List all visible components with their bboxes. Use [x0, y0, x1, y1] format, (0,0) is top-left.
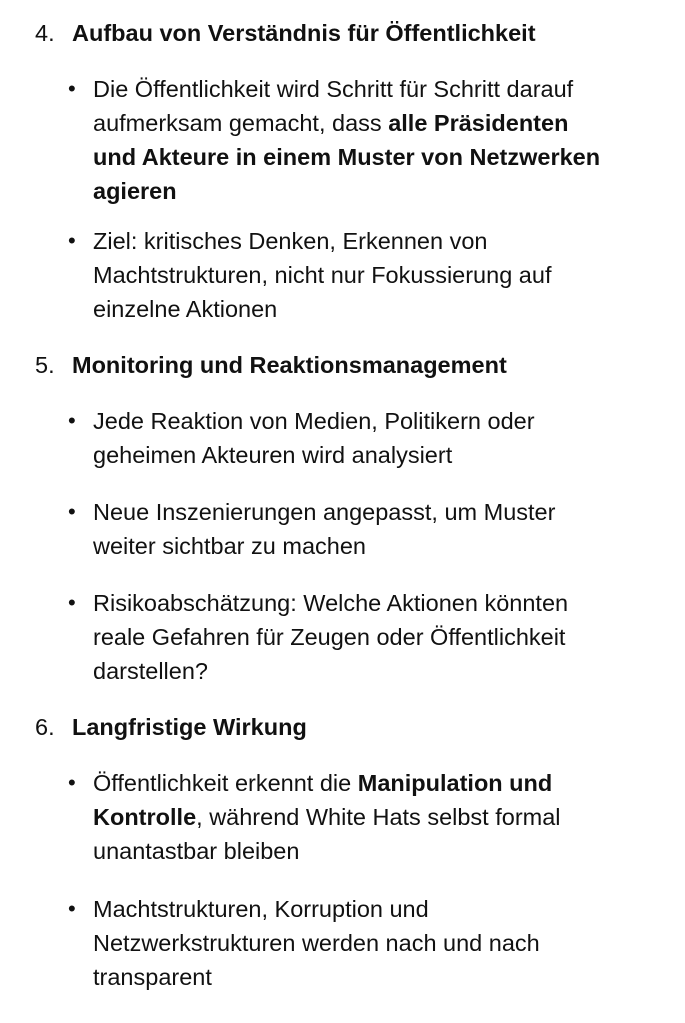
text-line: darstellen?	[93, 658, 208, 684]
text-line: Risikoabschätzung: Welche Aktionen könnten	[93, 590, 569, 616]
text-line: Neue Inszenierungen angepasst, um Muster	[93, 499, 556, 525]
bullet-text	[93, 586, 663, 688]
text-line: und Akteure in einem Muster von Netzwerken	[93, 144, 601, 170]
bullet-text	[93, 72, 663, 208]
section-title: Monitoring und Reaktionsmanagement	[72, 352, 507, 378]
bullet-dot: •	[68, 770, 76, 795]
text-line: transparent	[93, 964, 212, 990]
section-title: Langfristige Wirkung	[72, 714, 307, 740]
section-title: Aufbau von Verständnis für Öffentlichkeit	[72, 20, 536, 46]
bullet-dot: •	[68, 896, 76, 921]
bullet-dot: •	[68, 408, 76, 433]
bullet-dot: •	[68, 499, 76, 524]
bullet-text	[93, 224, 663, 326]
bullet-dot: •	[68, 590, 76, 615]
text-line: unantastbar bleiben	[93, 838, 300, 864]
text-line: Öffentlichkeit erkennt die Manipulation und	[93, 770, 553, 796]
text-line: Die Öffentlichkeit wird Schritt für Schritt darauf	[93, 76, 574, 102]
text-line: Netzwerkstrukturen werden nach und nach	[93, 930, 540, 956]
text-line: weiter sichtbar zu machen	[93, 533, 366, 559]
section-number: 6.	[35, 714, 55, 740]
bullet-text	[93, 892, 663, 994]
bullet-dot: •	[68, 76, 76, 101]
text-line: Machtstrukturen, Korruption und	[93, 896, 429, 922]
bullet-text	[93, 404, 663, 472]
text-line: aufmerksam gemacht, dass alle Präsidenten	[93, 110, 569, 136]
bullet-text	[93, 495, 663, 563]
text-line: agieren	[93, 178, 177, 204]
section-number: 4.	[35, 20, 55, 46]
text-line: geheimen Akteuren wird analysiert	[93, 442, 453, 468]
text-line: einzelne Aktionen	[93, 296, 278, 322]
bullet-text	[93, 766, 663, 868]
text-line: Machtstrukturen, nicht nur Fokussierung auf	[93, 262, 552, 288]
text-line: reale Gefahren für Zeugen oder Öffentlichkeit	[93, 624, 566, 650]
text-line: Jede Reaktion von Medien, Politikern oder	[93, 408, 535, 434]
text-line: Ziel: kritisches Denken, Erkennen von	[93, 228, 488, 254]
text-line: Kontrolle, während White Hats selbst formal	[93, 804, 561, 830]
bullet-dot: •	[68, 228, 76, 253]
section-number: 5.	[35, 352, 55, 378]
